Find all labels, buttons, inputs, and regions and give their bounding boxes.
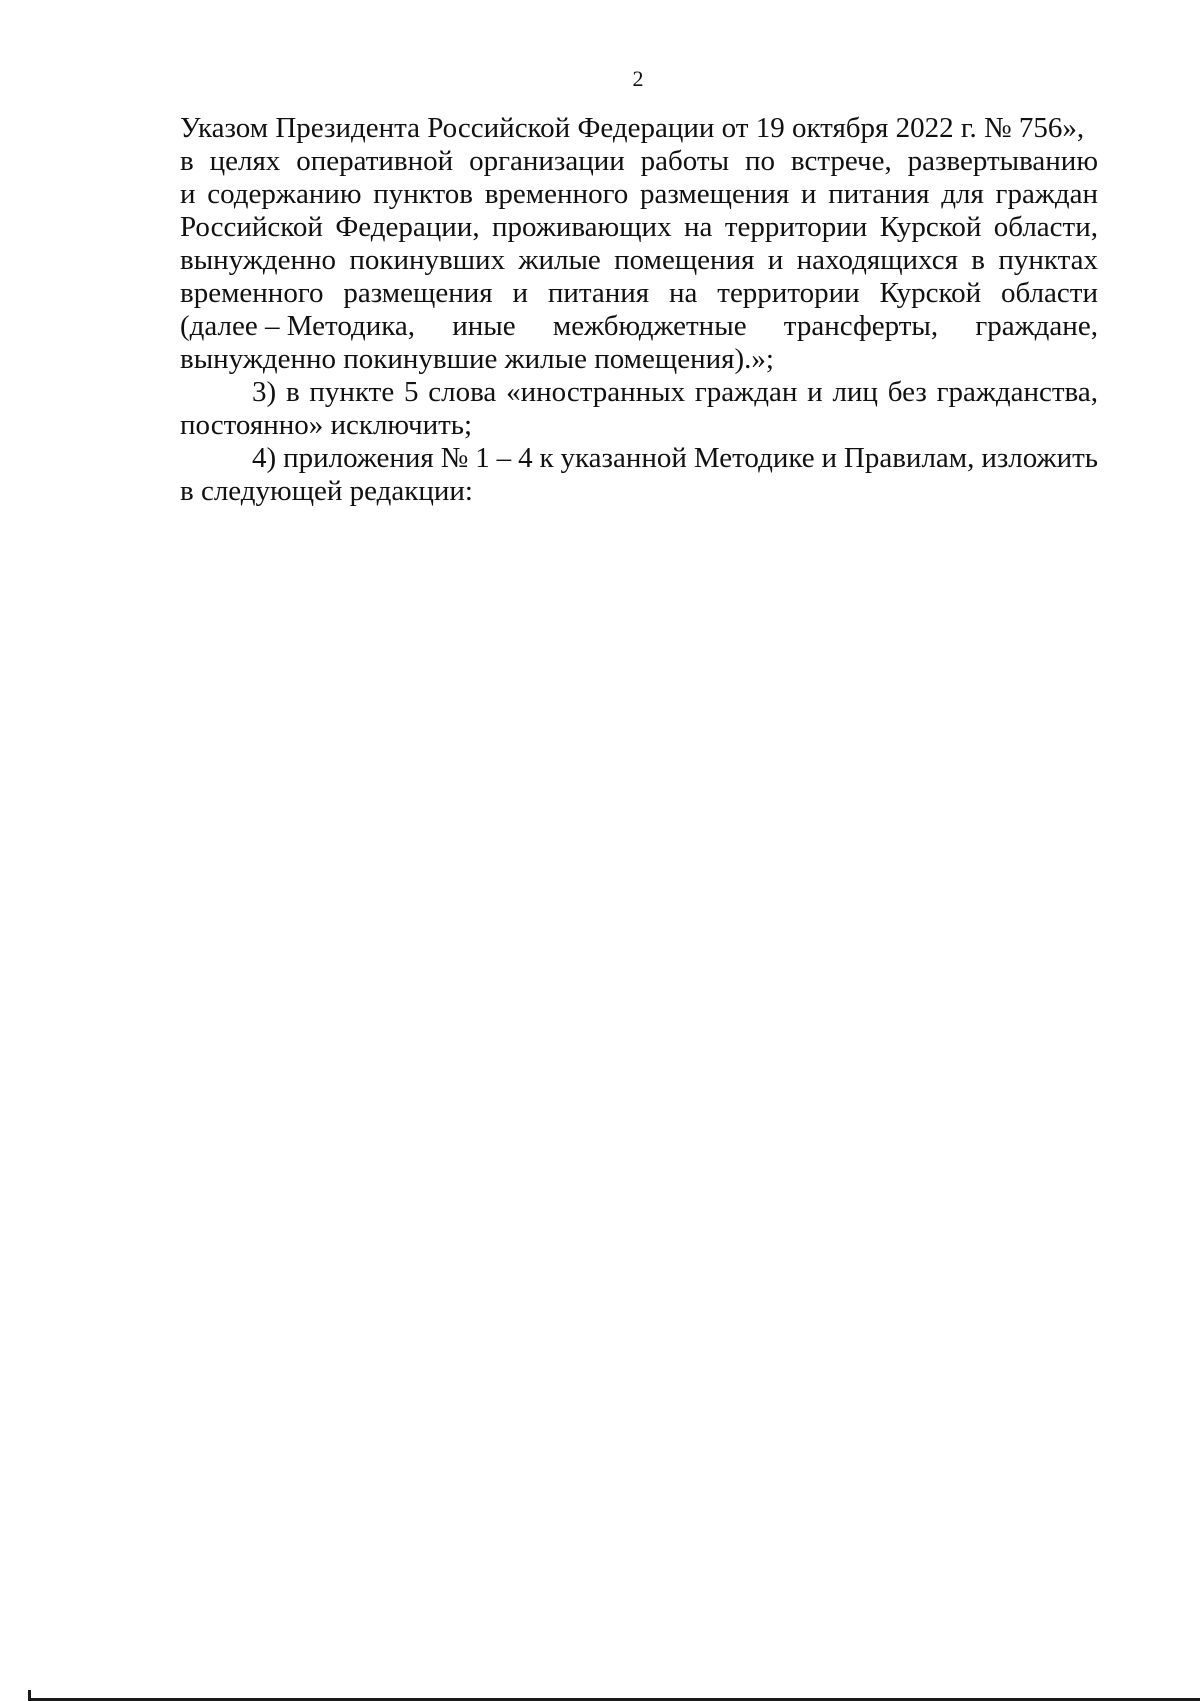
text-line	[180, 211, 1098, 244]
word: межбюджетные	[552, 310, 747, 342]
paragraph-item-3	[180, 376, 1098, 442]
paragraph-continuation	[180, 112, 1098, 376]
text-line-content: вынужденно покинувших жилые помещения и находящихся в пунктах	[180, 244, 1098, 276]
word: граждане,	[975, 310, 1098, 342]
text-line	[180, 112, 1098, 145]
text-line-content: 3) в пункте 5 слова «иностранных граждан и лиц без гражданства,	[252, 376, 1098, 408]
text-line	[180, 145, 1098, 178]
text-line	[180, 409, 1098, 442]
paragraph-item-4	[180, 442, 1098, 508]
text-line	[180, 442, 1098, 475]
page-number: 2	[632, 66, 644, 91]
text-line-content: и содержанию пунктов временного размещения и питания для граждан	[180, 178, 1098, 210]
text-line	[180, 310, 1098, 343]
text-line-content: 4) приложения № 1 – 4 к указанной Методике и Правилам, изложить	[252, 442, 1098, 474]
text-line-content: в следующей редакции:	[180, 475, 473, 507]
text-line-content: Российской Федерации, проживающих на территории Курской области,	[180, 211, 1098, 243]
text-line-content: постоянно» исключить;	[180, 409, 473, 441]
text-line	[180, 475, 1098, 508]
text-line	[180, 376, 1098, 409]
text-line-content: в целях оперативной организации работы по встрече, развертыванию	[180, 145, 1098, 177]
document-body	[180, 112, 1098, 508]
text-line-content: вынужденно покинувшие жилые помещения).»;	[180, 343, 774, 375]
text-line	[180, 277, 1098, 310]
text-line	[180, 178, 1098, 211]
text-line-content: Указом Президента Российской Федерации от 19 октября 2022 г. № 756»,	[180, 112, 1085, 144]
word: трансферты,	[783, 310, 939, 342]
text-line	[180, 244, 1098, 277]
scan-border-left	[28, 1690, 31, 1701]
text-line-content: временного размещения и питания на территории Курской области	[180, 277, 1098, 309]
word: (далее – Методика,	[180, 310, 416, 342]
word: иные	[452, 310, 516, 342]
text-line	[180, 343, 1098, 376]
